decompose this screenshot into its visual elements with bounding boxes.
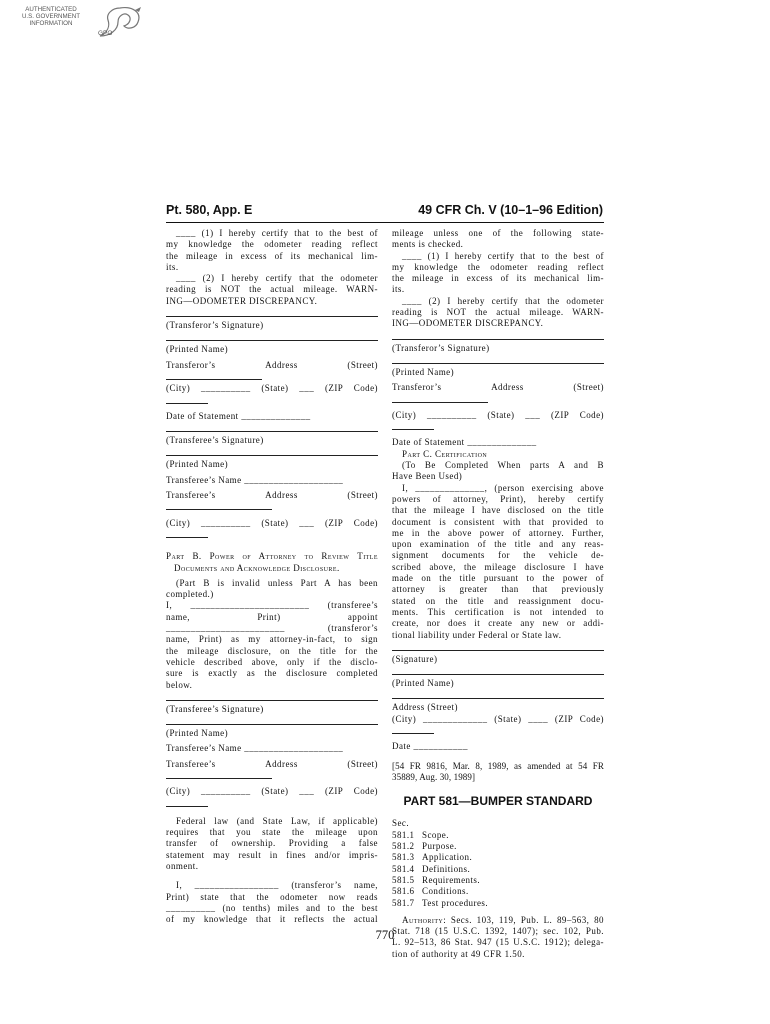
poa-line: the mileage disclosure, on the title for the (166, 645, 378, 656)
section-title: Definitions. (422, 863, 471, 874)
city-state-zip-line: (City) __________ (State) ___ (ZIP Code) (166, 786, 378, 797)
transferor-label: Transferor’s (392, 382, 442, 393)
signature-line (392, 339, 604, 340)
cert1-line: the mileage in excess of its mechanical lim- (166, 250, 378, 261)
address-street-label: Address (Street) (392, 702, 458, 713)
signature-line (166, 316, 378, 317)
cert1-line: ____ (1) I hereby certify that to the best of (402, 250, 604, 261)
transferee-label: Transferee’s (166, 490, 216, 501)
federal-law-line: transfer of ownership. Providing a false (166, 838, 378, 849)
city-state-zip-line: (City) _____________ (State) ____ (ZIP Code) (392, 713, 604, 724)
printed-name-label: (Printed Name) (166, 728, 229, 739)
poa-line: vehicle described above, only if the disclo- (166, 656, 378, 667)
signature-line (166, 724, 378, 725)
blank-line (392, 421, 434, 430)
transferee-signature-label: (Transferee’s Signature) (166, 435, 264, 446)
transferee-address-row (166, 759, 378, 770)
printed-name-label: (Printed Name) (166, 459, 229, 470)
federal-law-line: onment. (166, 861, 199, 872)
section-number: 581.1 (392, 829, 415, 840)
authority-line: L. 92–513, 86 Stat. 947 (15 U.S.C. 1912); delega- (392, 937, 604, 948)
blank-line (166, 770, 272, 779)
transferee-signature-label: (Transferee’s Signature) (166, 703, 264, 714)
cert1-line: its. (392, 284, 405, 295)
certification-line: tional liability under Federal or State law. (392, 629, 562, 640)
blank-line (392, 394, 488, 403)
transferor-address-row (166, 360, 378, 371)
odometer-statement-line: __________ (no tenths) miles and to the best (166, 902, 378, 913)
signature-label: (Signature) (392, 653, 438, 664)
certification-line: made on the title pursuant to the power of (392, 573, 604, 584)
federal-law-line: Federal law (and State Law, if applicable) (176, 815, 378, 826)
header-rule (166, 222, 604, 223)
authority-line: Stat. 718 (15 U.S.C. 1392, 1407); sec. 102, Pub. (392, 926, 604, 937)
address-label: Address (491, 382, 524, 393)
cert2-line: reading is NOT the actual mileage. WARN- (166, 284, 378, 295)
blank-line (166, 529, 208, 538)
address-label: Address (265, 758, 298, 769)
section-title: Purpose. (422, 841, 457, 852)
street-label: (Street) (347, 359, 378, 370)
date-of-statement: Date of Statement ______________ (166, 410, 311, 421)
section-number: 581.2 (392, 841, 415, 852)
authority-line (392, 915, 604, 926)
street-label: (Street) (347, 758, 378, 769)
part-b-heading: Part B. Power of Attorney to Review Title Documents and Acknowledge Disclosure. (166, 551, 378, 573)
certification-line: ments. This certification is not intended to (392, 606, 604, 617)
date-of-statement: Date of Statement ______________ (392, 437, 537, 448)
source-note: 35889, Aug. 30, 1989] (392, 771, 476, 782)
transferee-address-row (166, 490, 378, 501)
cert2-line: ____ (2) I hereby certify that the odometer (402, 295, 604, 306)
part-b-note: (Part B is invalid unless Part A has been (176, 577, 378, 588)
logo-gpo-label: GPO (98, 30, 113, 37)
street-label: (Street) (573, 382, 604, 393)
blank-line (166, 798, 208, 807)
cert1-line: the mileage in excess of its mechanical lim- (392, 273, 604, 284)
section-list-item (392, 875, 604, 886)
signature-line (392, 698, 604, 699)
certification-line: that the mileage I have disclosed on the title (392, 505, 604, 516)
transferee-label: Transferee’s (166, 758, 216, 769)
logo-line-3: INFORMATION (29, 20, 73, 27)
cert2-line: ING—ODOMETER DISCREPANCY. (166, 295, 318, 306)
poa-line: name, Print) as my attorney-in-fact, to sign (166, 634, 378, 645)
cert2-line: reading is NOT the actual mileage. WARN- (392, 307, 604, 318)
section-number: 581.4 (392, 863, 415, 874)
poa-line: sure is exactly as the disclosure completed (166, 668, 378, 679)
page-number: 770 (375, 928, 395, 942)
certification-line: create, nor does it create any new or addi- (392, 618, 604, 629)
certification-line: document is consistent with that provided to (392, 516, 604, 527)
part-c-note: Have Been Used) (392, 471, 463, 482)
poa-line: below. (166, 679, 193, 690)
part-c-heading: Part C. Certification (402, 448, 488, 459)
cert1-line: my knowledge the odometer reading reflect (166, 239, 378, 250)
mileage-line: ments is checked. (392, 239, 464, 250)
part-c-note: (To Be Completed When parts A and B (402, 460, 604, 471)
certification-line: powers of attorney, Print), hereby certify (392, 493, 604, 504)
authority-text: Secs. 103, 119, Pub. L. 89–563, 80 (450, 914, 605, 925)
certification-line: I, ______________, (person exercising above (402, 482, 604, 493)
signature-line (166, 340, 378, 341)
federal-law-line: requires that you state the mileage upon (166, 827, 378, 838)
cert1-line: my knowledge the odometer reading reflect (392, 261, 604, 272)
logo-line-2: U.S. GOVERNMENT (21, 13, 81, 20)
signature-line (166, 431, 378, 432)
cert2-line: ING—ODOMETER DISCREPANCY. (392, 318, 544, 329)
section-list-item (392, 864, 604, 875)
certification-line: upon examination of the title and any reas- (392, 539, 604, 550)
section-list-item (392, 886, 604, 897)
section-number: 581.5 (392, 874, 415, 885)
blank-line (166, 501, 272, 510)
authority-line: tion of authority at 49 CFR 1.50. (392, 948, 525, 959)
blank-line (166, 371, 262, 380)
section-table-of-contents (392, 830, 604, 909)
transferee-name-line: Transferee’s Name ____________________ (166, 743, 344, 754)
section-list-item (392, 841, 604, 852)
section-list-item (392, 852, 604, 863)
cert1-line: its. (166, 261, 179, 272)
running-header-right: 49 CFR Ch. V (10–1–96 Edition) (418, 203, 603, 217)
part-b-note: completed.) (166, 589, 214, 600)
certification-line: me in the above power of attorney. Further, (392, 527, 604, 538)
section-list-item (392, 898, 604, 909)
signature-line (392, 674, 604, 675)
transferee-name-line: Transferee’s Name ____________________ (166, 474, 344, 485)
printed-name-label: (Printed Name) (166, 344, 229, 355)
odometer-statement-line: of my knowledge that it reflects the actual (166, 914, 378, 925)
mileage-line: mileage unless one of the following state- (392, 228, 604, 238)
certification-line: stated on the title and reassignment docu- (392, 595, 604, 606)
odometer-statement-line: I, _________________ (transferor’s name, (176, 880, 378, 891)
section-title: Requirements. (422, 874, 481, 885)
certification-line: scribed above, the mileage disclosure I have (392, 561, 604, 572)
blank-line (392, 725, 434, 734)
signature-line (166, 455, 378, 456)
poa-word: appoint (347, 611, 378, 622)
authority-label: Authority: (402, 914, 447, 925)
printed-name-label: (Printed Name) (392, 366, 455, 377)
address-label: Address (265, 359, 298, 370)
right-column (392, 228, 604, 960)
certification-line: attorney is greater than that previously (392, 584, 604, 595)
city-state-zip-line: (City) __________ (State) ___ (ZIP Code) (392, 409, 604, 420)
transferor-label: Transferor’s (166, 359, 216, 370)
section-number: 581.3 (392, 852, 415, 863)
poa-line (166, 612, 378, 623)
cert2-line: ____ (2) I hereby certify that the odometer (176, 273, 378, 284)
poa-word: Print) (257, 611, 281, 622)
logo-line-1: AUTHENTICATED (25, 6, 77, 13)
section-number: 581.7 (392, 897, 415, 908)
poa-word: name, (166, 611, 190, 622)
sec-label: Sec. (392, 818, 410, 829)
signature-line (392, 363, 604, 364)
transferor-signature-label: (Transferor’s Signature) (166, 320, 264, 331)
section-title: Scope. (422, 829, 449, 840)
gpo-authentication-logo (10, 4, 150, 44)
poa-line: I, ________________________ (transferee’s (166, 600, 378, 611)
section-title: Application. (422, 852, 473, 863)
section-title: Test procedures. (422, 897, 489, 908)
city-state-zip-line: (City) __________ (State) ___ (ZIP Code) (166, 517, 378, 528)
blank-line (166, 395, 208, 404)
running-header-left: Pt. 580, App. E (166, 203, 253, 217)
cert1-line: ____ (1) I hereby certify that to the best of (176, 228, 378, 238)
eagle-emblem-icon (80, 4, 150, 42)
signature-line (392, 650, 604, 651)
left-column (166, 228, 378, 926)
source-note: [54 FR 9816, Mar. 8, 1989, as amended at 54 FR (392, 760, 604, 771)
transferor-signature-label: (Transferor’s Signature) (392, 342, 490, 353)
transferor-address-row (392, 382, 604, 393)
city-state-zip-line: (City) __________ (State) ___ (ZIP Code) (166, 383, 378, 394)
poa-line: ________________________ (transferor’s (166, 623, 378, 634)
section-number: 581.6 (392, 886, 415, 897)
section-title: Conditions. (422, 886, 469, 897)
printed-name-label: (Printed Name) (392, 678, 455, 689)
part-581-title: PART 581—BUMPER STANDARD (403, 794, 593, 809)
section-list-item (392, 830, 604, 841)
federal-law-line: statement may result in fines and/or impris- (166, 849, 378, 860)
street-label: (Street) (347, 490, 378, 501)
odometer-statement-line: Print) state that the odometer now reads (166, 891, 378, 902)
address-label: Address (265, 490, 298, 501)
signature-line (166, 700, 378, 701)
date-line: Date ___________ (392, 741, 468, 752)
certification-line: signment documents for the vehicle de- (392, 550, 604, 561)
